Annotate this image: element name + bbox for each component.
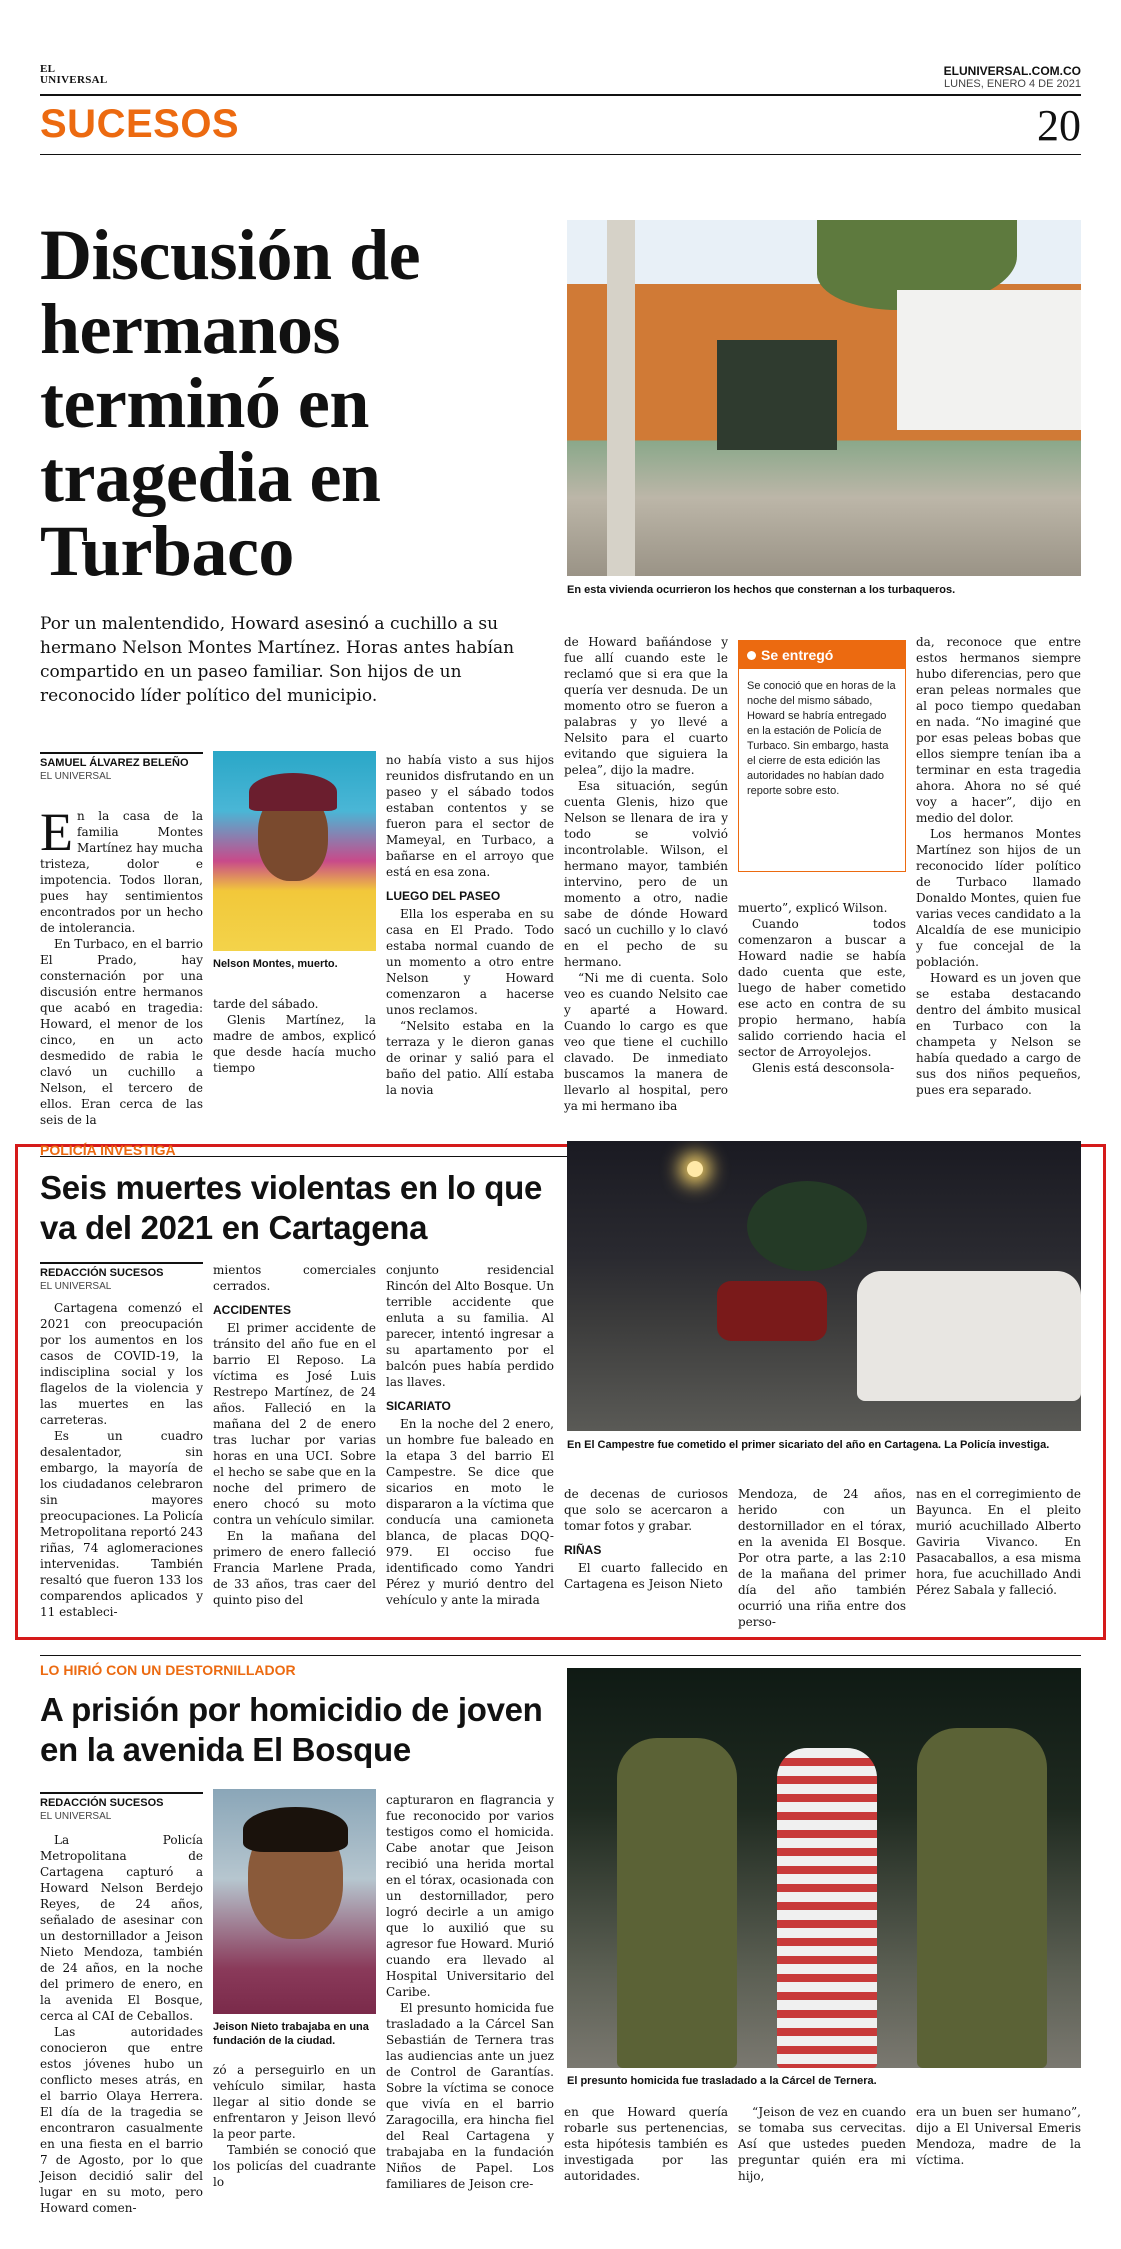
story1-column-6 xyxy=(916,634,1081,1098)
story2-col1-p1: Cartagena comenzó el 2021 con preocupación por los aumentos en los casos de COVID-19, la indisciplina social y los flagelos de la violencia y las muertes en las carreteras. xyxy=(40,1301,203,1427)
story1-inset-caption: Nelson Montes, muerto. xyxy=(213,958,338,970)
story1-byline: SAMUEL ÁLVAREZ BELEÑO xyxy=(40,752,203,769)
section-rule xyxy=(40,154,1081,155)
story1-col3-p1: no había visto a sus hijos reunidos disfrutando en un paseo y el sábado todos estaban contentos y se fueron para el sector de Mameyal, en Turbaco, a bañarse en el arroyo que está en esa zona. xyxy=(386,753,554,879)
story2-col4-p2: El cuarto fallecido en Cartagena es Jeison Nieto xyxy=(564,1561,728,1591)
story3-column-1 xyxy=(40,1832,203,2216)
story1-column-3 xyxy=(386,752,554,1098)
story2-col6-p1: nas en el corregimiento de Bayunca. En el pleito murió acuchillado Alberto Gaviria Vivanco. En Pasacaballos, a esa misma hora, fue acuchillado Andi Pérez Sabala y falleció. xyxy=(916,1487,1081,1597)
story3-col4-p1: en que Howard quería robarle sus pertenencias, esta hipótesis también es investigada por las autoridades. xyxy=(564,2105,728,2183)
story3-col1-p1: La Policía Metropolitana de Cartagena capturó a Howard Nelson Berdejo Reyes, de 24 años, señalado de asesinar con un destornillador a Jeison Nieto Mendoza, también de 24 años, en la noche del primero de enero, en la avenida El Bosque, cerca al CAI de Ceballos. xyxy=(40,1833,203,2023)
story2-kicker: POLICÍA INVESTIGA xyxy=(40,1142,176,1158)
newspaper-logo: EL UNIVERSAL xyxy=(40,63,108,86)
story1-col2-p2: Glenis Martínez, la madre de ambos, explicó que desde hacía mucho tiempo xyxy=(213,1013,376,1075)
story3-column-2 xyxy=(213,2062,376,2190)
story2-column-3 xyxy=(386,1262,554,1608)
story1-deck: Por un malentendido, Howard asesinó a cuchillo a su hermano Nelson Montes Martínez. Horas antes habían compartido en un paseo familiar. Son hijos de un reconocido líder político del municipio. xyxy=(40,614,515,706)
story1-col4-p3: “Ni me di cuenta. Solo veo es cuando Nelsito cae y aparté a Howard. Cuando lo cargo es que veo que tiene el cuchillo clavado. De inmediato buscamos la manera de llevarlo al hospital, pero ya mi hermano iba xyxy=(564,971,728,1113)
story2-col1-p2: Es un cuadro desalentador, sin embargo, la mayoría de los ciudadanos celebraron sin mayores preocupaciones. La Policía Metropolitana reportó 243 riñas, 74 aglomeraciones intervenidas. También resaltó que fueron 133 los comparendos aplicados y 11 estableci- xyxy=(40,1429,203,1619)
story3-police-photo xyxy=(567,1668,1081,2068)
story1-col6-p2: Los hermanos Montes Martínez son hijos de un reconocido líder político de Turbaco llamado Donaldo Montes, quien fue varias veces candidato a la Alcaldía de ese municipio y fue concejal de la población. xyxy=(916,827,1081,969)
story1-house-photo xyxy=(567,220,1081,576)
story2-byline: REDACCIÓN SUCESOS xyxy=(40,1262,203,1279)
story1-column-1 xyxy=(40,802,203,1128)
issue-date: LUNES, ENERO 4 DE 2021 xyxy=(944,78,1081,90)
story1-byline-block xyxy=(40,752,203,782)
story1-subhead-luego: LUEGO DEL PASEO xyxy=(386,889,501,903)
story1-byline-outlet: EL UNIVERSAL xyxy=(40,771,112,782)
story3-col2-p2: También se conoció que los policías del cuadrante lo xyxy=(213,2143,376,2189)
story1-col1-p2: En Turbaco, en el barrio El Prado, hay consternación por una discusión entre hermanos que acabó en tragedia: Howard, el menor de los cinco, en un acto desmedido de rabia le clavó un cuchillo a Nelson, el tercero de ellos. Eran cerca de las seis de la xyxy=(40,937,203,1127)
story1-col3-p3: “Nelsito estaba en la terraza y le dieron ganas de orinar y salió para el baño del patio. Allí estaba la novia xyxy=(386,1019,554,1097)
story2-col3-p2: En la noche del 2 enero, un hombre fue baleado en la etapa 3 del barrio El Campestre. Se dice que sicarios en moto le dispararon a la víctima que conducía una camioneta blanca, de placas DQQ-979. El occiso fue identificado como Yandri Pérez y murió dentro del vehículo y ante la mirada xyxy=(386,1417,554,1607)
story2-col2-p3: En la mañana del primero de enero falleció Francia Marlene Prada, de 33 años, tras caer del quinto piso del xyxy=(213,1529,376,1607)
story3-headline: A prisión por homicidio de joven en la avenida El Bosque xyxy=(40,1691,543,1768)
story3-column-3 xyxy=(386,1792,554,2192)
story2-column-5 xyxy=(738,1486,906,1630)
story2-column-4 xyxy=(564,1486,728,1592)
story2-col2-p1: mientos comerciales cerrados. xyxy=(213,1263,376,1293)
story3-photo-caption: El presunto homicida fue trasladado a la Cárcel de Ternera. xyxy=(567,2075,877,2087)
story3-col2-p1: zó a perseguirlo en un vehículo similar, hasta llegar al sitio donde se enfrentaron y Jeison llevó la peor parte. xyxy=(213,2063,376,2141)
jeison-nieto-photo xyxy=(213,1789,376,2014)
story1-column-4 xyxy=(564,634,728,1114)
sidebar-title: Se entregó xyxy=(761,647,834,663)
story2-col4-p1: de decenas de curiosos que solo se acercaron a tomar fotos y grabar. xyxy=(564,1487,728,1533)
story2-night-street-photo xyxy=(567,1141,1081,1431)
story3-column-6 xyxy=(916,2104,1081,2168)
sidebar-header xyxy=(739,641,905,669)
story2-byline-block xyxy=(40,1262,203,1292)
story2-col5-p1: Mendoza, de 24 años, herido con un destornillador en el tórax, en la avenida El Bosque. Por otra parte, a las 2:10 de la mañana del primer día del año también ocurrió una riña entre dos perso- xyxy=(738,1487,906,1629)
nelson-montes-photo xyxy=(213,751,376,951)
story3-col3-p2: El presunto homicida fue trasladado a la Cárcel San Sebastián de Ternera tras las audiencias ante un juez de Control de Garantías. Sobre la víctima se conoce que vivía en el barrio Zaragocilla, era hincha fiel del Real Cartagena y trabajaba en la fundación Niños de Papel. Los familiares de Jeison cre- xyxy=(386,2001,554,2191)
story2-col2-p2: El primer accidente de tránsito del año fue en el barrio El Reposo. La víctima es José Luis Restrepo Martínez, de 24 años. Falleció en la mañana del 2 de enero tras luchar por varias horas en una UCI. Sobre el hecho se sabe que en la noche del primero de enero chocó su moto contra un vehículo similar. xyxy=(213,1321,376,1527)
story1-headline: Discusión de hermanos terminó en tragedia en Turbaco xyxy=(40,215,421,591)
story3-kicker: LO HIRIÓ CON UN DESTORNILLADOR xyxy=(40,1662,296,1678)
story1-col4-p2: Esa situación, según cuenta Glenis, hizo que Nelson se llenara de ira y todo se volvió incontrolable. Wilson, el hermano mayor, también intervino, pero de un momento a otro, nadie sabe de dónde Howard sacó un cuchillo y lo clavó en el pecho de su hermano. xyxy=(564,779,728,969)
story1-photo-caption: En esta vivienda ocurrieron los hechos que consternan a los turbaqueros. xyxy=(567,584,956,596)
story3-byline-outlet: EL UNIVERSAL xyxy=(40,1811,112,1822)
story2-column-6 xyxy=(916,1486,1081,1598)
section-title: SUCESOS xyxy=(40,102,240,146)
story3-column-4 xyxy=(564,2104,728,2184)
story1-col2-p1: tarde del sábado. xyxy=(213,997,319,1011)
masthead-rule xyxy=(40,94,1081,96)
story3-column-5 xyxy=(738,2104,906,2184)
sidebar-text: Se conoció que en horas de la noche del mismo sábado, Howard se habría entregado en la estación de Policía de Turbaco. Sin embargo, hasta el cierre de esta edición las autoridades no habían dado reporte sobre esto. xyxy=(747,680,896,797)
story1-col4-p1: de Howard bañándose y fue allí cuando este le reclamó que si era que la quería ver desnuda. De un momento otro se fueron a palabras y yo llevé a Nelsito para el cuarto evitando que siguiera la pelea”, dijo la madre. xyxy=(564,635,728,777)
story1-col6-p1: da, reconoce que entre estos hermanos siempre hubo diferencias, pero que eran peleas normales que al poco tiempo quedaban en nada. “No imaginé que por esas peleas bobas que ellos siempre tenían iba a terminar en esta tragedia ahora. Ahora no sé qué voy a hacer”, dijo en medio del dolor. xyxy=(916,635,1081,825)
story3-col6-p1: era un buen ser humano”, dijo a El Universal Emeris Mendoza, madre de la víctima. xyxy=(916,2105,1081,2167)
story1-col5-p1: muerto”, explicó Wilson. xyxy=(738,901,888,915)
story1-col3-p2: Ella los esperaba en su casa en El Prado. Todo estaba normal cuando de un momento a otro entre Nelson y Howard comenzaron a hacerse unos reclamos. xyxy=(386,907,554,1017)
story2-col3-p1: conjunto residencial Rincón del Alto Bosque. Un terrible accidente que enluta a su familia. Al parecer, intentó ingresar a su apartamento por el balcón pues había perdido las llaves. xyxy=(386,1263,554,1389)
story1-dropcap: E xyxy=(40,802,73,862)
story3-byline: REDACCIÓN SUCESOS xyxy=(40,1792,203,1809)
story2-column-2 xyxy=(213,1262,376,1608)
story2-headline: Seis muertes violentas en lo que va del 2021 en Cartagena xyxy=(40,1169,543,1246)
se-entrego-sidebar xyxy=(738,640,906,872)
story2-subhead-rinas: RIÑAS xyxy=(564,1543,602,1557)
story3-col3-p1: capturaron en flagrancia y fue reconocido por varios testigos como el homicida. Cabe anotar que Jeison recibió una herida mortal en el tórax, ocasionada con un destornillador, pero logró decirle a un amigo que lo auxilió que su agresor fue Howard. Murió cuando era llevado al Hospital Universitario del Caribe. xyxy=(386,1793,554,1999)
story2-subhead-accidentes: ACCIDENTES xyxy=(213,1303,292,1317)
story1-column-5 xyxy=(738,900,906,1076)
page-number: 20 xyxy=(1037,101,1081,150)
story3-col1-p2: Las autoridades conocieron que entre estos jóvenes hubo un conflicto meses atrás, en el barrio Olaya Herrera. El día de la tragedia se encontraron casualmente en una fiesta en el barrio 7 de Agosto, por lo que Jeison decidió salir del lugar en su moto, pero Howard comen- xyxy=(40,2025,203,2215)
story3-top-rule xyxy=(40,1655,1081,1656)
story2-byline-outlet: EL UNIVERSAL xyxy=(40,1281,112,1292)
bullet-icon xyxy=(747,651,756,660)
story3-inset-caption: Jeison Nieto trabajaba en una fundación de la ciudad. xyxy=(213,2021,369,2047)
story1-col1-p1: n la casa de la familia Montes Martínez hay mucha tristeza, dolor e impotencia. Todos lloran, pues hay sentimientos encontrados por un hecho de intolerancia. xyxy=(40,809,203,935)
story2-subhead-sicariato: SICARIATO xyxy=(386,1399,451,1413)
story2-column-1 xyxy=(40,1300,203,1620)
site-url: ELUNIVERSAL.COM.CO xyxy=(943,64,1081,78)
story3-byline-block xyxy=(40,1792,203,1822)
story3-col5-p1: “Jeison de vez en cuando se tomaba sus cervecitas. Así que ustedes pueden preguntar quién era mi hijo, xyxy=(738,2105,906,2183)
story1-col5-p2: Cuando todos comenzaron a buscar a Howard nadie se había dado cuenta que este, luego de haber cometido ese acto en contra de su propio hermano, había salido corriendo hacia el sector de Arroyolejos. xyxy=(738,917,906,1059)
story1-column-2 xyxy=(213,996,376,1076)
story1-col5-p3: Glenis está desconsola- xyxy=(752,1061,895,1075)
story2-photo-caption: En El Campestre fue cometido el primer sicariato del año en Cartagena. La Policía investiga. xyxy=(567,1439,1050,1451)
story1-col6-p3: Howard es un joven que se estaba destacando dentro del ámbito musical en Turbaco con la champeta y Nelson se había quedado a cargo de sus dos niños pequeños, pues era separado. xyxy=(916,971,1081,1097)
